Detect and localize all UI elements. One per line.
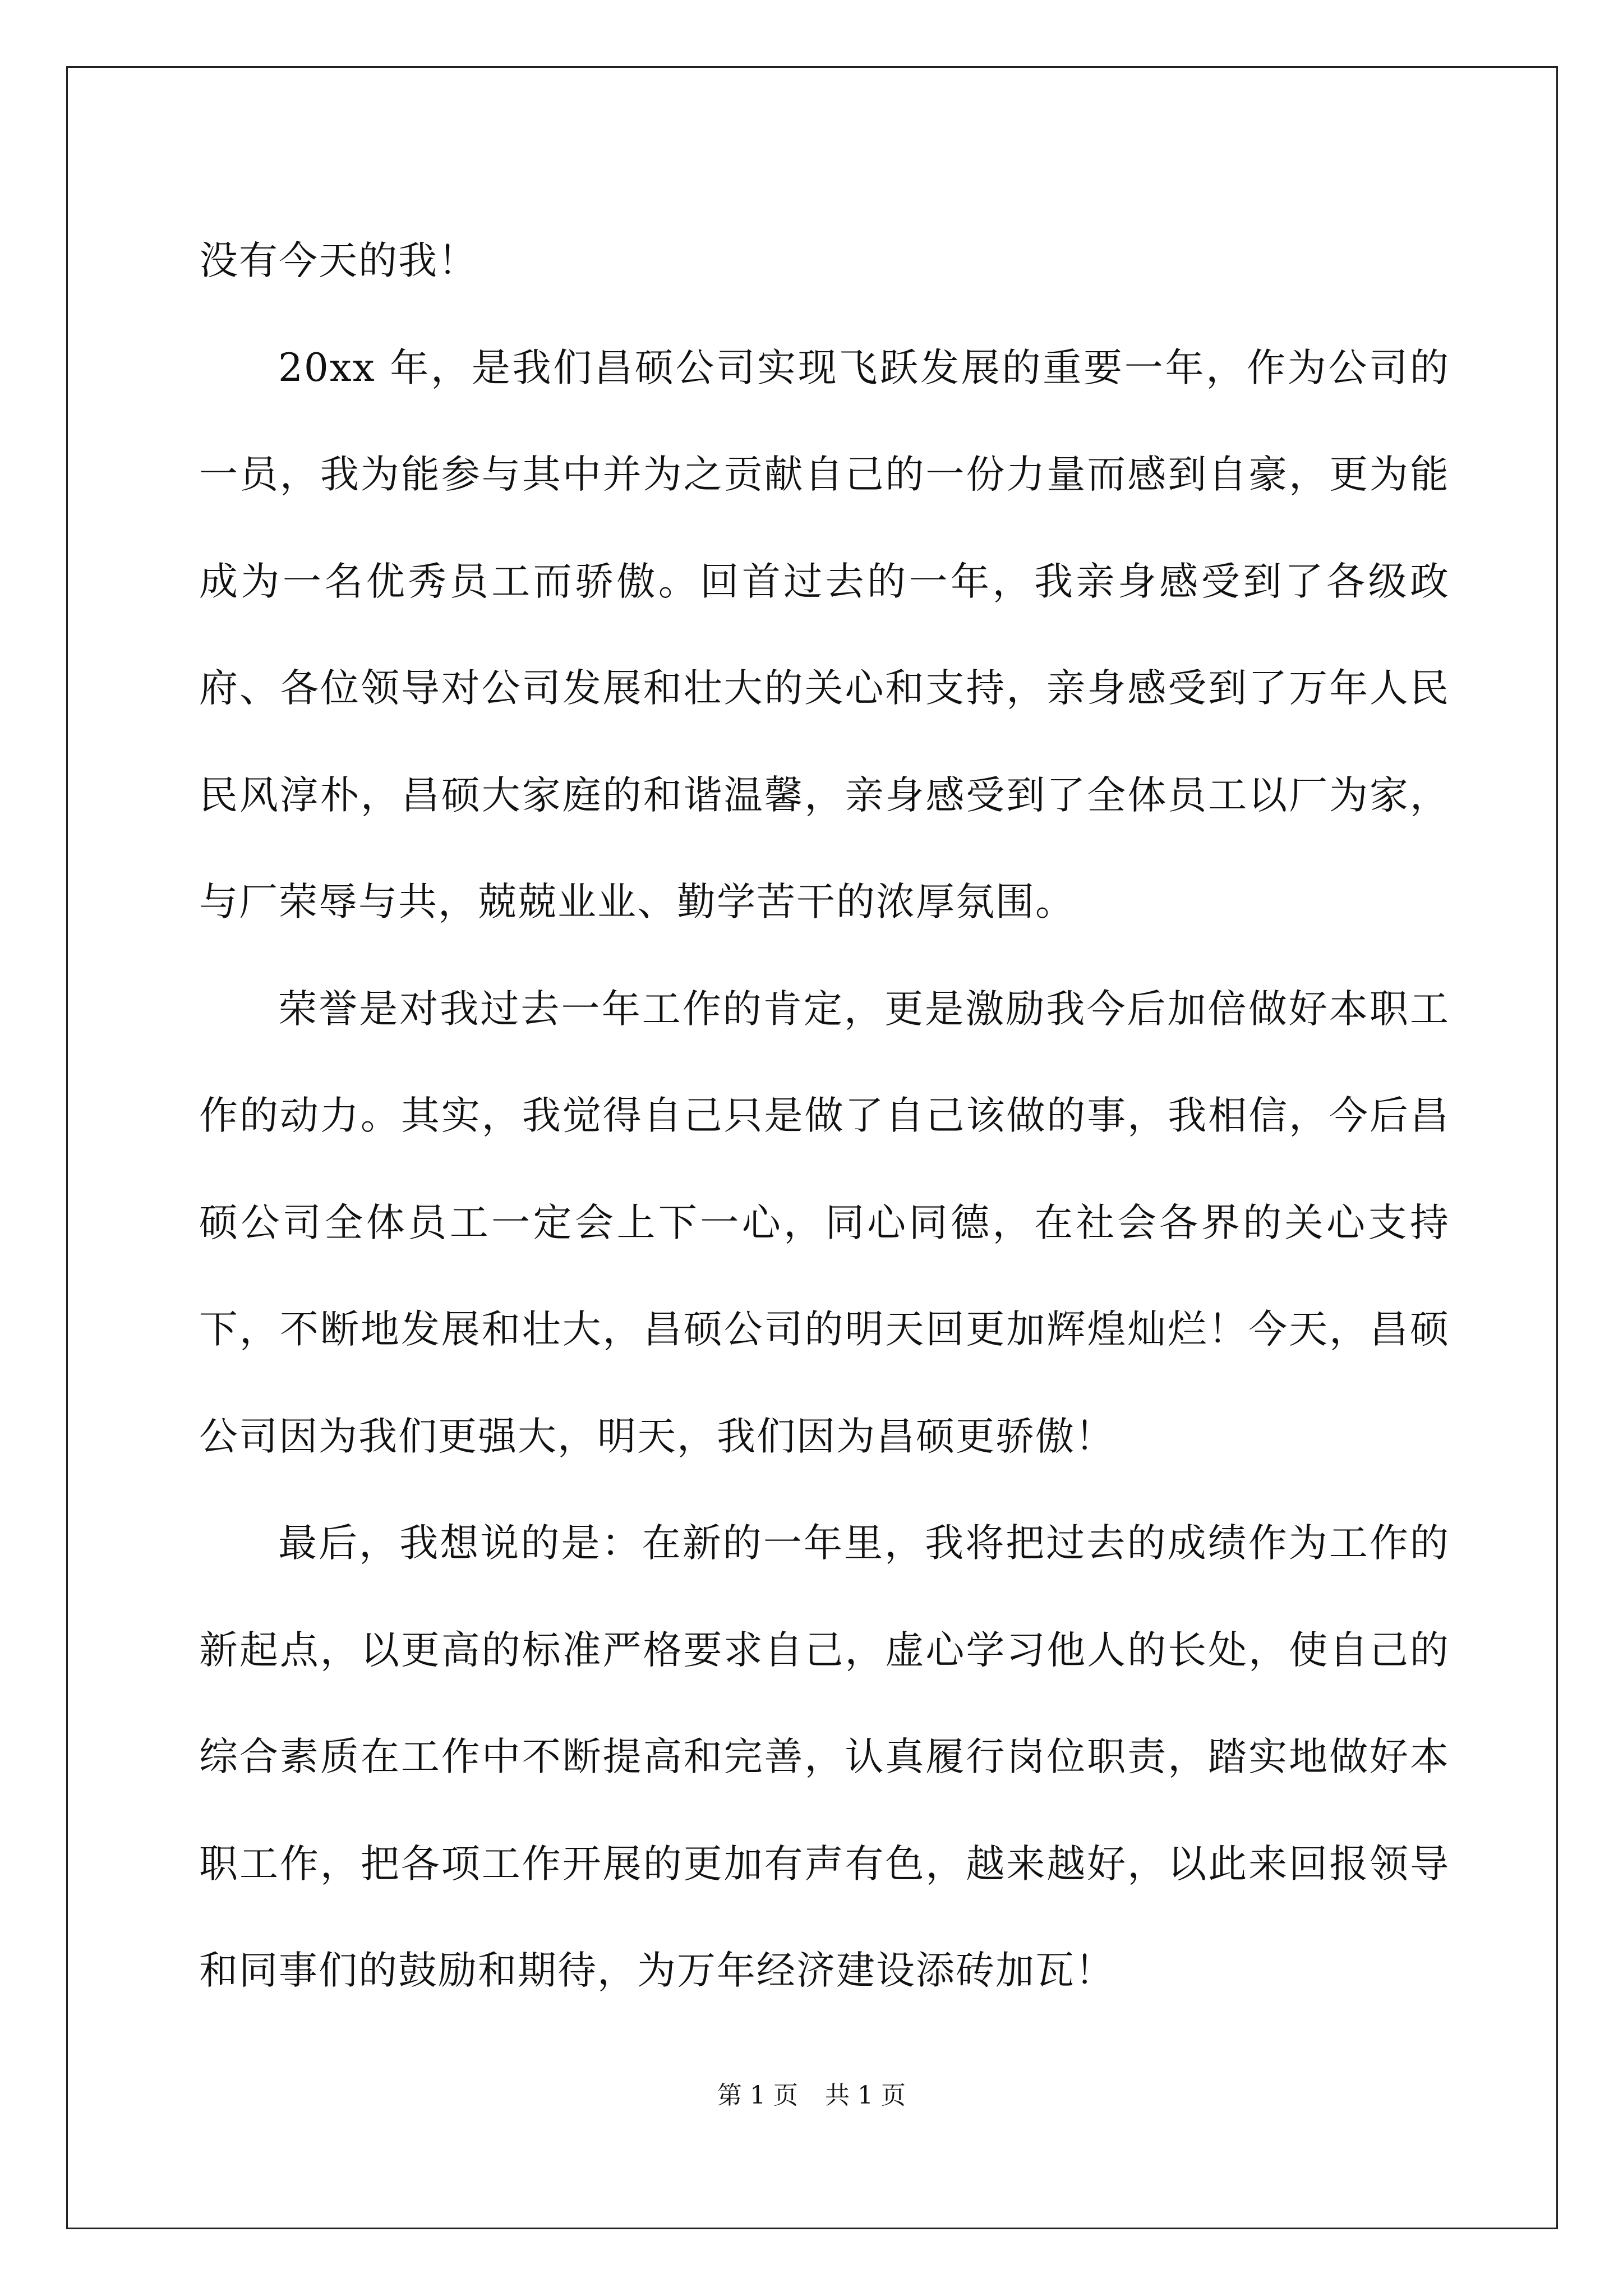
- paragraph-3: 荣誉是对我过去一年工作的肯定，更是激励我今后加倍做好本职工作的动力。其实，我觉得自己只是做了自己该做的事，我相信，今后昌硕公司全体员工一定会上下一心，同心同德，在社会各界的关心支持下，不断地发展和壮大，昌硕公司的明天回更加辉煌灿烂！今天，昌硕公司因为我们更强大，明天，我们因为昌硕更骄傲！: [199, 986, 1450, 1459]
- document-body: [199, 208, 1450, 2024]
- paragraph-2: 20xx 年，是我们昌硕公司实现飞跃发展的重要一年，作为公司的一员，我为能参与其中并为之贡献自己的一份力量而感到自豪，更为能成为一名优秀员工而骄傲。回首过去的一年，我亲身感受到了各级政府、各位领导对公司发展和壮大的关心和支持，亲身感受到了万年人民民风淳朴，昌硕大家庭的和谐温馨，亲身感受到了全体员工以厂为家，与厂荣辱与共，兢兢业业、勤学苦干的浓厚氛围。: [199, 345, 1450, 924]
- paragraph-1: 没有今天的我！: [199, 238, 478, 283]
- page-number: 第 1 页: [717, 2081, 798, 2110]
- page-footer: [0, 2080, 1623, 2111]
- page-total: 共 1 页: [825, 2081, 906, 2110]
- paragraph-4: 最后，我想说的是：在新的一年里，我将把过去的成绩作为工作的新起点，以更高的标准严格要求自己，虚心学习他人的长处，使自己的综合素质在工作中不断提高和完善，认真履行岗位职责，踏实地做好本职工作，把各项工作开展的更加有声有色，越来越好，以此来回报领导和同事们的鼓励和期待，为万年经济建设添砖加瓦！: [199, 1521, 1450, 1993]
